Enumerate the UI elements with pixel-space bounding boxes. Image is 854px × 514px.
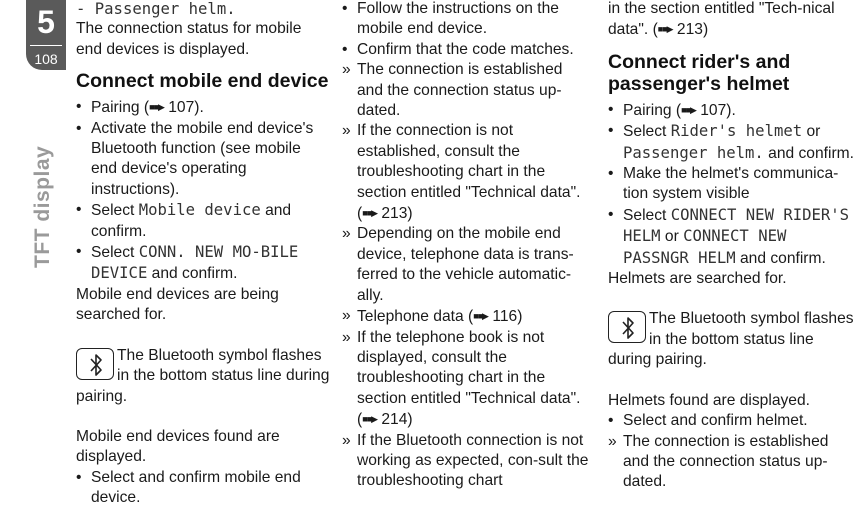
result-item: » The connection is established and the connection status up-dated. — [342, 60, 592, 121]
page-reference-arrow-icon: ■■▶ — [681, 104, 696, 115]
page-ref-link[interactable]: 107 — [700, 101, 727, 119]
list-item: • Select Mobile device and confirm. — [76, 200, 330, 242]
result-item: » If the Bluetooth connection is not working as expected, con-sult the troubleshooting chart — [342, 431, 592, 492]
heading-connect-helmet: Connect rider's and passenger's helmet — [608, 50, 791, 95]
list-item: • Select CONNECT NEW RIDER'S HELM or CONNECT NEW PASSNGR HELM and confirm. — [608, 205, 854, 269]
searching-text: Mobile end devices are being searched for. — [76, 285, 279, 324]
list-item: • Follow the instructions on the mobile end device. — [342, 0, 592, 40]
page-ref-link[interactable]: 213 — [676, 21, 703, 39]
list-item: • Make the helmet's communica-tion system visible — [608, 164, 854, 205]
page-ref-link[interactable]: 107 — [168, 99, 195, 117]
ui-code: Rider's helmet — [670, 122, 803, 141]
page-reference-arrow-icon: ■■▶ — [149, 102, 164, 113]
tab-divider — [30, 45, 62, 46]
found-text: Helmets found are displayed. — [608, 391, 810, 409]
searching-text: Helmets are searched for. — [608, 270, 787, 288]
top-fragment: in the section entitled "Tech-nical data". (■■▶ 213) — [608, 0, 835, 39]
list-item: • Pairing (■■▶ 107). — [608, 100, 854, 121]
top-fragment-text: The connection status for mobile end devices is displayed. — [76, 20, 302, 58]
list-item: • Pairing (■■▶ 107). — [76, 97, 330, 118]
section-title: TFT display — [31, 145, 54, 268]
bluetooth-icon — [608, 311, 646, 343]
page-reference-arrow-icon: ■■▶ — [657, 24, 673, 35]
list-item: • Activate the mobile end device's Bluetooth function (see mobile end device's operating instructions). — [76, 119, 330, 201]
ui-code: CONNECT NEW RIDER'S HELM — [623, 205, 850, 246]
result-item: » Depending on the mobile end device, telephone data is trans-ferred to the vehicle automatic-ally. — [342, 224, 592, 306]
ui-code: Mobile device — [138, 201, 261, 220]
result-item: » Telephone data (■■▶ 116) — [342, 306, 592, 327]
sidebar — [0, 0, 68, 514]
heading-connect-mobile: Connect mobile end device — [76, 70, 329, 93]
column-2 — [342, 0, 592, 492]
page-reference-arrow-icon: ■■▶ — [473, 311, 488, 322]
bluetooth-note: The Bluetooth symbol flashes in the bottom status line during pairing. — [608, 310, 854, 369]
top-fragment-code: - Passenger helm. — [76, 0, 236, 18]
bluetooth-note: The Bluetooth symbol flashes in the bottom status line during pairing. — [76, 346, 330, 405]
page-ref-link[interactable]: 213 — [381, 205, 408, 223]
page-reference-arrow-icon: ■■▶ — [362, 414, 377, 425]
list-item: • Select and confirm helmet. — [608, 411, 854, 431]
list-item: • Select Rider's helmet or Passenger helm. and confirm. — [608, 121, 854, 164]
bluetooth-icon — [76, 348, 114, 380]
page-ref-link[interactable]: 214 — [381, 411, 408, 429]
ui-code: CONN. NEW MO-BILE DEVICE — [91, 243, 299, 283]
ui-code: CONNECT NEW PASSNGR HELM — [623, 227, 787, 267]
page-number: 108 — [34, 51, 58, 67]
chapter-number: 5 — [37, 4, 55, 40]
found-text: Mobile end devices found are displayed. — [76, 427, 280, 466]
list-item: • Confirm that the code matches. — [342, 40, 592, 60]
page-ref-link[interactable]: 116 — [492, 308, 518, 326]
list-item: • Select CONN. NEW MO-BILE DEVICE and confirm. — [76, 242, 330, 285]
ui-code: Passenger helm. — [623, 143, 764, 162]
list-item: • Select and confirm mobile end device. — [76, 468, 330, 509]
result-item: » If the connection is not established, consult the troubleshooting chart in the section entitled "Technical data". (■■▶ 213) — [342, 121, 592, 224]
result-item: » If the telephone book is not displayed, consult the troubleshooting chart in the section entitled "Technical data". (■■▶ 214) — [342, 328, 592, 431]
column-3 — [608, 0, 854, 493]
page-reference-arrow-icon: ■■▶ — [362, 208, 377, 219]
column-1 — [76, 0, 330, 509]
result-item: » The connection is established and the connection status up-dated. — [608, 432, 854, 493]
